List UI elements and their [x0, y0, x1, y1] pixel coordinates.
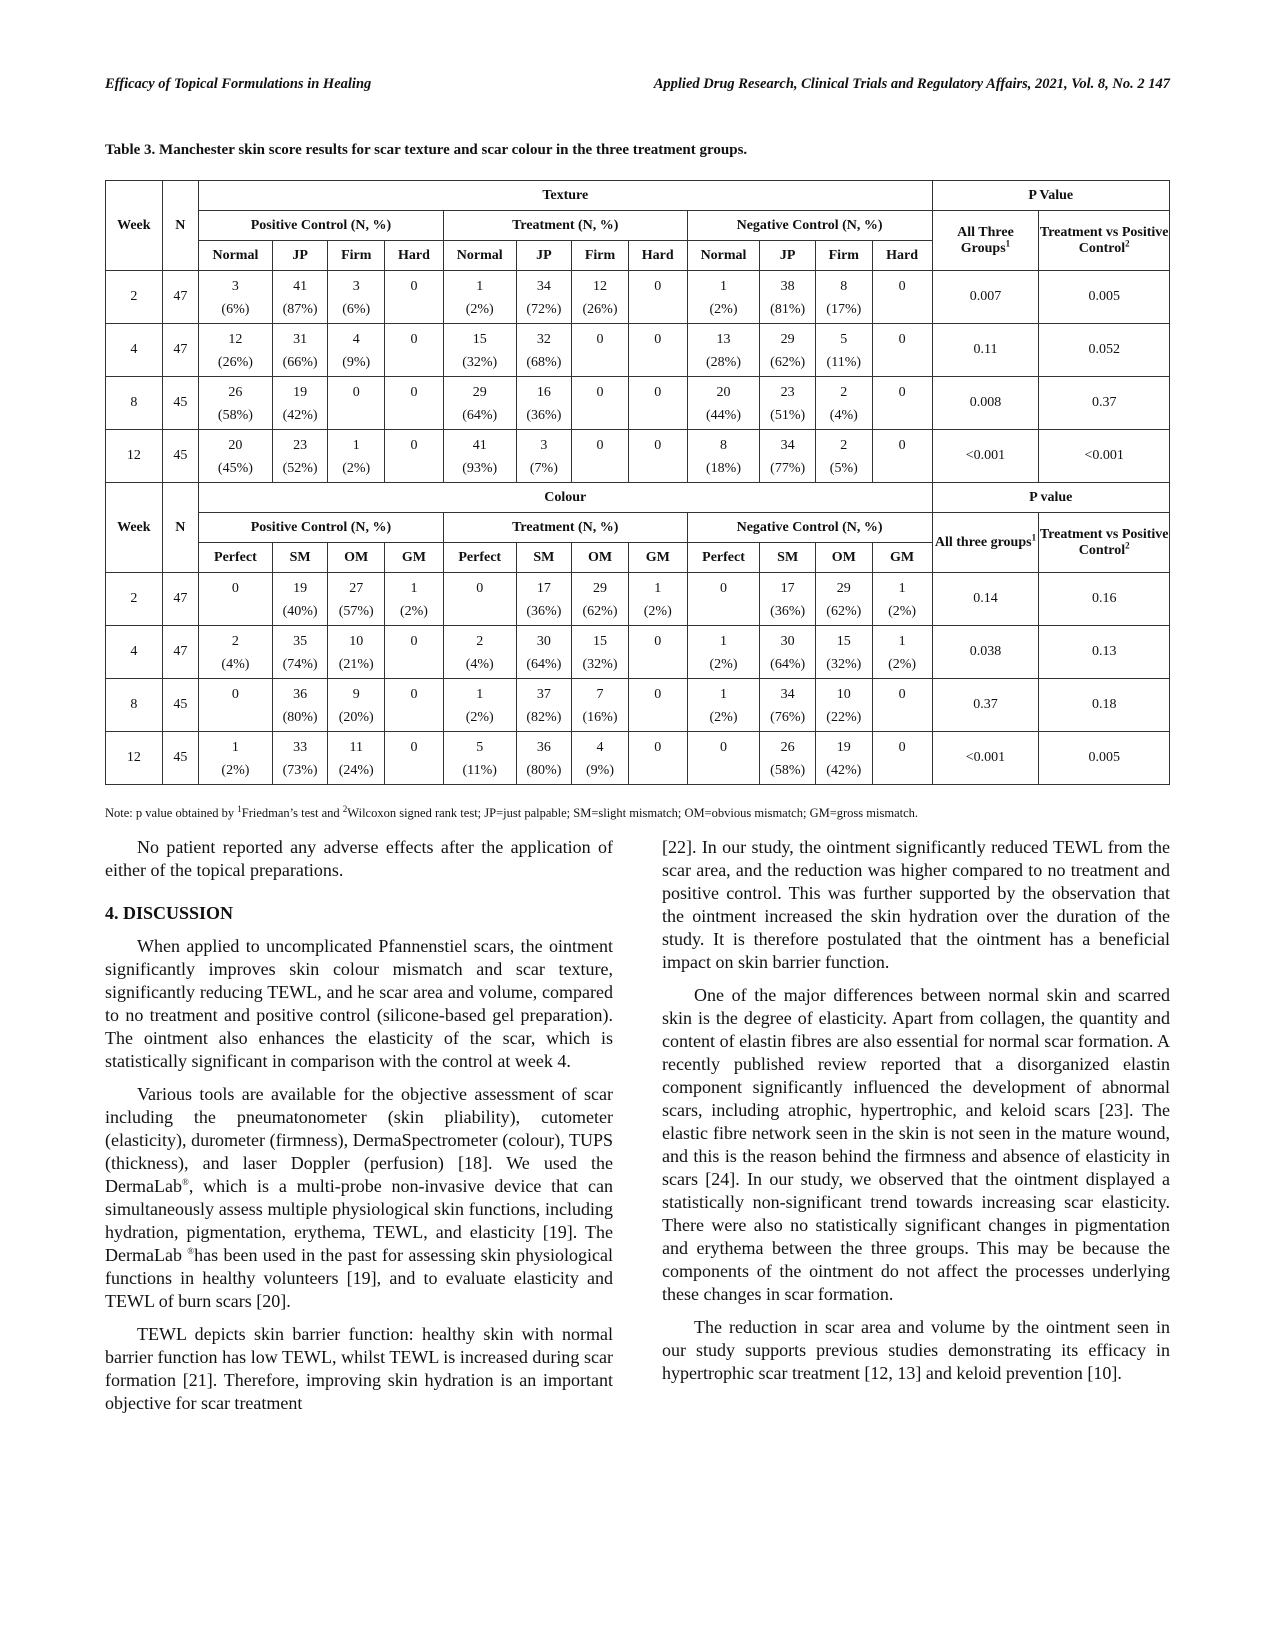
texture-section	[106, 181, 1170, 483]
p-value-all-cell: 0.11	[932, 324, 1039, 377]
subcolumn-header: SM	[760, 543, 816, 573]
count-cell: 20 (44%)	[687, 377, 760, 430]
p-value-all-cell: <0.001	[932, 732, 1039, 785]
count-cell: 1 (2%)	[385, 573, 444, 626]
treatment-vs-positive-header: Treatment vs Positive Control$^2$	[1039, 513, 1170, 573]
count-cell: 1 (2%)	[872, 626, 932, 679]
paragraph: Various tools are available for the objective assessment of scar including the pneumatonometer (skin pliability), cutometer (elasticity), durometer (firmness), DermaSpectrometer (colour), TUPS (thickness), and laser Doppler (perfusion) [18]. We used the DermaLab®, which is a multi-probe non-invasive device that can simultaneously assess multiple physiological skin functions, including hydration, pigmentation, erythema, TEWL, and elasticity [19]. The DermaLab ®has been used in the past for assessing skin physiological functions in healthy volunteers [19], and to evaluate elasticity and TEWL of burn scars [20].	[105, 1084, 613, 1311]
subcolumn-header: OM	[572, 543, 629, 573]
count-cell: 16 (36%)	[516, 377, 572, 430]
week-header: Week	[106, 483, 163, 573]
count-cell: 0	[872, 732, 932, 785]
count-cell: 1 (2%)	[872, 573, 932, 626]
paragraph: When applied to uncomplicated Pfannenstiel scars, the ointment significantly improves skin colour mismatch and scar texture, significantly reducing TEWL, and he scar area and volume, compared to no treatment and positive control (silicone-based gel preparation). The ointment also enhances the elasticity of the scar, which is statistically significant in comparison with the control at week 4.	[105, 936, 613, 1071]
week-cell: 12	[106, 430, 163, 483]
subcolumn-header: JP	[516, 241, 572, 271]
count-cell: 2 (5%)	[815, 430, 872, 483]
subcolumn-header: Normal	[443, 241, 516, 271]
p-value-vs-cell: <0.001	[1039, 430, 1170, 483]
subcolumn-header: Hard	[628, 241, 687, 271]
count-cell: 11 (24%)	[328, 732, 385, 785]
count-cell: 4 (9%)	[328, 324, 385, 377]
count-cell: 19 (42%)	[272, 377, 328, 430]
count-cell: 0	[572, 430, 629, 483]
count-cell: 15 (32%)	[815, 626, 872, 679]
subcolumn-header: Perfect	[443, 543, 516, 573]
count-cell: 0	[628, 626, 687, 679]
subcolumn-header: Perfect	[687, 543, 760, 573]
table-row	[106, 573, 1170, 626]
count-cell: 41 (93%)	[443, 430, 516, 483]
all-groups-header: All three groups$^1$	[932, 513, 1039, 573]
all-groups-header: All Three Groups$^1$	[932, 211, 1039, 271]
count-cell: 0	[443, 573, 516, 626]
subcolumn-header: Normal	[687, 241, 760, 271]
count-cell: 0	[385, 430, 444, 483]
n-cell: 45	[162, 679, 198, 732]
p-value-all-cell: 0.14	[932, 573, 1039, 626]
n-header: N	[162, 483, 198, 573]
positive-control-header: Positive Control (N, %)	[199, 513, 444, 543]
colour-header: Colour	[199, 483, 933, 513]
table-row	[106, 324, 1170, 377]
count-cell: 1 (2%)	[687, 626, 760, 679]
count-cell: 3 (6%)	[199, 271, 273, 324]
count-cell: 17 (36%)	[760, 573, 816, 626]
count-cell: 34 (77%)	[760, 430, 816, 483]
p-value-vs-cell: 0.16	[1039, 573, 1170, 626]
journal-citation: Applied Drug Research, Clinical Trials and Regulatory Affairs, 2021, Vol. 8, No. 2 147	[653, 76, 1170, 92]
treatment-header: Treatment (N, %)	[443, 211, 687, 241]
p-value-vs-cell: 0.13	[1039, 626, 1170, 679]
count-cell: 10 (21%)	[328, 626, 385, 679]
colour-section	[106, 483, 1170, 785]
count-cell: 29 (62%)	[815, 573, 872, 626]
count-cell: 0	[628, 324, 687, 377]
subcolumn-header: JP	[760, 241, 816, 271]
count-cell: 0	[872, 324, 932, 377]
count-cell: 36 (80%)	[516, 732, 572, 785]
count-cell: 1 (2%)	[328, 430, 385, 483]
p-value-all-cell: <0.001	[932, 430, 1039, 483]
count-cell: 0	[687, 573, 760, 626]
count-cell: 20 (45%)	[199, 430, 273, 483]
count-cell: 1 (2%)	[687, 679, 760, 732]
count-cell: 0	[572, 377, 629, 430]
subcolumn-header: GM	[385, 543, 444, 573]
count-cell: 8 (17%)	[815, 271, 872, 324]
p-value-all-cell: 0.008	[932, 377, 1039, 430]
count-cell: 0	[687, 732, 760, 785]
count-cell: 0	[385, 732, 444, 785]
count-cell: 34 (72%)	[516, 271, 572, 324]
count-cell: 7 (16%)	[572, 679, 629, 732]
count-cell: 1 (2%)	[628, 573, 687, 626]
count-cell: 0	[385, 271, 444, 324]
negative-control-header: Negative Control (N, %)	[687, 211, 932, 241]
p-value-all-cell: 0.007	[932, 271, 1039, 324]
count-cell: 0	[199, 679, 273, 732]
running-title: Efficacy of Topical Formulations in Healing	[105, 76, 372, 92]
count-cell: 0	[872, 271, 932, 324]
p-value-vs-cell: 0.37	[1039, 377, 1170, 430]
p-value-vs-cell: 0.18	[1039, 679, 1170, 732]
p-value-vs-cell: 0.052	[1039, 324, 1170, 377]
table-caption: Table 3. Manchester skin score results for scar texture and scar colour in the three treatment groups.	[105, 142, 748, 158]
count-cell: 33 (73%)	[272, 732, 328, 785]
paragraph: One of the major differences between normal skin and scarred skin is the degree of elasticity. Apart from collagen, the quantity and content of elastin fibres are also essential for normal scar formation. A recently published review reported that a disorganized elastin component significantly influenced the development of abnormal scars, including atrophic, hypertrophic, and keloid scars [23]. The elastic fibre network seen in the skin is not seen in the mature wound, and this is the reason behind the firmness and absence of elasticity in scars [24]. In our study, we observed that the ointment displayed a statistically non-significant trend towards increasing scar elasticity. There were also no statistically significant changes in pigmentation and erythema between the three groups. This may be because the components of the ointment do not affect the processes underlying these changes in scar formation.	[662, 985, 1170, 1304]
count-cell: 2 (4%)	[815, 377, 872, 430]
count-cell: 0	[572, 324, 629, 377]
count-cell: 34 (76%)	[760, 679, 816, 732]
count-cell: 17 (36%)	[516, 573, 572, 626]
count-cell: 1 (2%)	[443, 271, 516, 324]
count-cell: 0	[872, 430, 932, 483]
subcolumn-header: Hard	[385, 241, 444, 271]
right-column	[662, 836, 1170, 1395]
count-cell: 12 (26%)	[199, 324, 273, 377]
count-cell: 1 (2%)	[199, 732, 273, 785]
count-cell: 23 (51%)	[760, 377, 816, 430]
treatment-header: Treatment (N, %)	[443, 513, 687, 543]
treatment-vs-positive-header: Treatment vs Positive Control$^2$	[1039, 211, 1170, 271]
count-cell: 9 (20%)	[328, 679, 385, 732]
table-note: Note: p value obtained by $^1$Friedman’s test and $^2$Wilcoxon signed rank test; JP=just palpable; SM=slight mismatch; OM=obvious mismatch; GM=gross mismatch.	[105, 803, 919, 820]
positive-control-header: Positive Control (N, %)	[199, 211, 444, 241]
p-value-header: P value	[932, 483, 1169, 513]
count-cell: 13 (28%)	[687, 324, 760, 377]
table-row	[106, 732, 1170, 785]
count-cell: 0	[385, 324, 444, 377]
table-row	[106, 271, 1170, 324]
p-value-vs-cell: 0.005	[1039, 271, 1170, 324]
count-cell: 3 (6%)	[328, 271, 385, 324]
table-row	[106, 679, 1170, 732]
count-cell: 8 (18%)	[687, 430, 760, 483]
count-cell: 0	[628, 430, 687, 483]
count-cell: 5 (11%)	[443, 732, 516, 785]
table-row	[106, 430, 1170, 483]
count-cell: 0	[628, 271, 687, 324]
n-cell: 45	[162, 377, 198, 430]
count-cell: 26 (58%)	[199, 377, 273, 430]
table-row	[106, 377, 1170, 430]
count-cell: 30 (64%)	[516, 626, 572, 679]
week-cell: 4	[106, 626, 163, 679]
n-cell: 47	[162, 626, 198, 679]
subcolumn-header: Normal	[199, 241, 273, 271]
subcolumn-header: OM	[328, 543, 385, 573]
paragraph: TEWL depicts skin barrier function: healthy skin with normal barrier function has low TEWL, whilst TEWL is increased during scar formation [21]. Therefore, improving skin hydration is an important objective for scar treatment	[105, 1324, 613, 1413]
count-cell: 0	[628, 679, 687, 732]
count-cell: 41 (87%)	[272, 271, 328, 324]
paragraph: [22]. In our study, the ointment significantly reduced TEWL from the scar area, and the reduction was higher compared to no treatment and positive control. This was further supported by the observation that the ointment increased the skin hydration over the duration of the study. It is therefore postulated that the ointment has a beneficial impact on skin barrier function.	[662, 837, 1170, 972]
count-cell: 32 (68%)	[516, 324, 572, 377]
count-cell: 2 (4%)	[443, 626, 516, 679]
count-cell: 0	[385, 679, 444, 732]
count-cell: 29 (64%)	[443, 377, 516, 430]
count-cell: 37 (82%)	[516, 679, 572, 732]
subcolumn-header: JP	[272, 241, 328, 271]
n-cell: 47	[162, 324, 198, 377]
subcolumn-header: Perfect	[199, 543, 273, 573]
subcolumn-header: Firm	[815, 241, 872, 271]
subcolumn-header: GM	[628, 543, 687, 573]
count-cell: 0	[328, 377, 385, 430]
count-cell: 27 (57%)	[328, 573, 385, 626]
p-value-all-cell: 0.038	[932, 626, 1039, 679]
week-cell: 8	[106, 377, 163, 430]
count-cell: 0	[872, 377, 932, 430]
n-cell: 47	[162, 271, 198, 324]
subcolumn-header: OM	[815, 543, 872, 573]
week-cell: 2	[106, 271, 163, 324]
week-cell: 8	[106, 679, 163, 732]
subcolumn-header: Firm	[572, 241, 629, 271]
count-cell: 0	[385, 626, 444, 679]
count-cell: 10 (22%)	[815, 679, 872, 732]
count-cell: 29 (62%)	[572, 573, 629, 626]
count-cell: 35 (74%)	[272, 626, 328, 679]
texture-header: Texture	[199, 181, 933, 211]
count-cell: 0	[872, 679, 932, 732]
count-cell: 31 (66%)	[272, 324, 328, 377]
count-cell: 0	[385, 377, 444, 430]
week-header: Week	[106, 181, 163, 271]
count-cell: 15 (32%)	[572, 626, 629, 679]
week-cell: 2	[106, 573, 163, 626]
section-heading: 4. DISCUSSION	[105, 903, 234, 923]
count-cell: 23 (52%)	[272, 430, 328, 483]
count-cell: 0	[628, 732, 687, 785]
left-column	[105, 836, 613, 1425]
paragraph: The reduction in scar area and volume by the ointment seen in our study supports previous studies demonstrating its efficacy in hypertrophic scar treatment [12, 13] and keloid prevention [10].	[662, 1317, 1170, 1383]
count-cell: 0	[199, 573, 273, 626]
count-cell: 0	[628, 377, 687, 430]
count-cell: 29 (62%)	[760, 324, 816, 377]
count-cell: 15 (32%)	[443, 324, 516, 377]
count-cell: 3 (7%)	[516, 430, 572, 483]
p-value-vs-cell: 0.005	[1039, 732, 1170, 785]
running-header	[105, 76, 1170, 96]
manchester-score-table	[105, 180, 1170, 785]
week-cell: 12	[106, 732, 163, 785]
n-header: N	[162, 181, 198, 271]
subcolumn-header: Firm	[328, 241, 385, 271]
n-cell: 45	[162, 430, 198, 483]
subcolumn-header: SM	[516, 543, 572, 573]
count-cell: 12 (26%)	[572, 271, 629, 324]
count-cell: 30 (64%)	[760, 626, 816, 679]
week-cell: 4	[106, 324, 163, 377]
table-row	[106, 626, 1170, 679]
subcolumn-header: GM	[872, 543, 932, 573]
n-cell: 45	[162, 732, 198, 785]
paragraph: No patient reported any adverse effects after the application of either of the topical preparations.	[105, 837, 613, 880]
negative-control-header: Negative Control (N, %)	[687, 513, 932, 543]
count-cell: 26 (58%)	[760, 732, 816, 785]
n-cell: 47	[162, 573, 198, 626]
count-cell: 38 (81%)	[760, 271, 816, 324]
count-cell: 4 (9%)	[572, 732, 629, 785]
subcolumn-header: SM	[272, 543, 328, 573]
count-cell: 1 (2%)	[443, 679, 516, 732]
count-cell: 2 (4%)	[199, 626, 273, 679]
count-cell: 1 (2%)	[687, 271, 760, 324]
count-cell: 19 (40%)	[272, 573, 328, 626]
count-cell: 5 (11%)	[815, 324, 872, 377]
p-value-header: P Value	[932, 181, 1169, 211]
count-cell: 19 (42%)	[815, 732, 872, 785]
p-value-all-cell: 0.37	[932, 679, 1039, 732]
subcolumn-header: Hard	[872, 241, 932, 271]
count-cell: 36 (80%)	[272, 679, 328, 732]
